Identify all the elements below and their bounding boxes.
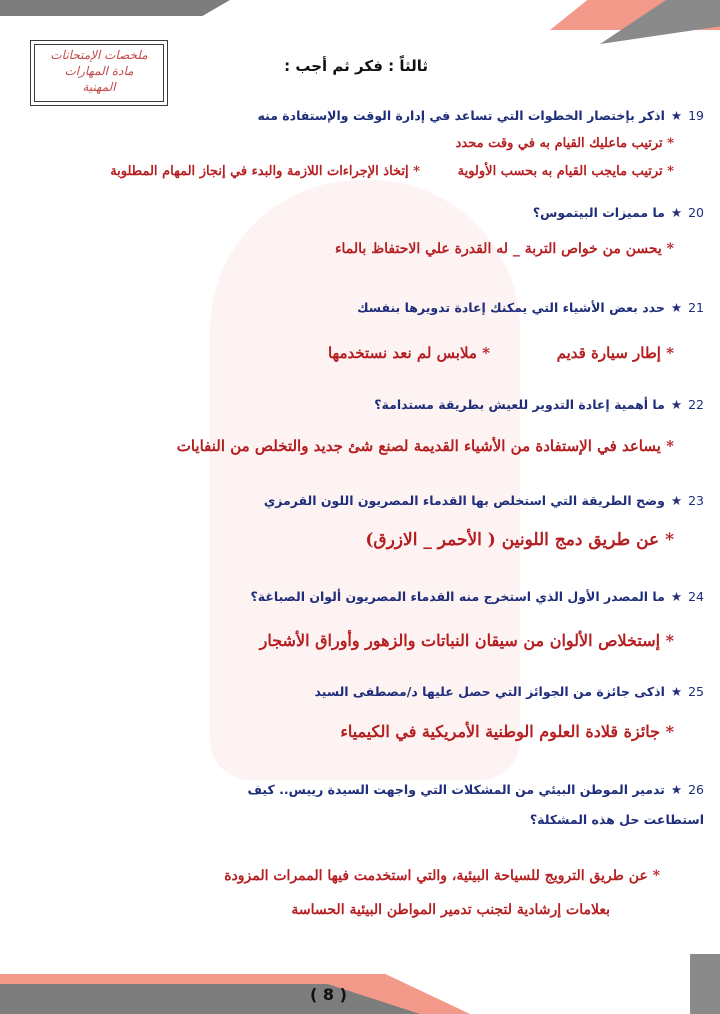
question-22: 22★ما أهمية إعادة التدوير للعيش بطريقة مستدامة؟ (374, 397, 704, 412)
answer-19-3: * إتخاذ الإجراءات اللازمة والبدء في إنجاز المهام المطلوبة (110, 164, 420, 179)
answer-21-2: * ملابس لم نعد نستخدمها (327, 344, 490, 362)
answer-26-2: بعلامات إرشادية لتجنب تدمير المواطن البيئية الحساسة (291, 902, 610, 918)
top-left-stripe (0, 0, 230, 16)
question-number: 24 (688, 589, 704, 604)
bottom-right-stripe (690, 954, 720, 1014)
question-text: حدد بعض الأشياء التي يمكنك إعادة تدويرها بنفسك (357, 300, 665, 315)
stamp-line-1: ملخصات الإمتحانات (50, 48, 148, 62)
question-text: ما مميزات البيتموس؟ (532, 205, 665, 220)
question-number: 25 (688, 684, 704, 699)
question-26-line-2: استطاعت حل هذه المشكلة؟ (529, 812, 704, 827)
question-23: 23★وضح الطريقة التي استخلص بها القدماء المصريون اللون القرمزي (263, 493, 704, 508)
answer-19-1: * ترتيب ماعليك القيام به في وقت محدد (455, 136, 674, 151)
question-number: 20 (688, 205, 704, 220)
question-20: 20★ما مميزات البيتموس؟ (532, 205, 704, 220)
answer-26-1: * عن طريق الترويج للسياحة البيئية، والتي استخدمت فيها الممرات المزودة (224, 868, 660, 884)
question-number: 22 (688, 397, 704, 412)
question-26: 26★تدمير الموطن البيئي من المشكلات التي واجهت السيدة رييس.. كيف (247, 782, 704, 797)
question-text: اذكى جائزة من الجوائز التي حصل عليها د/مصطفى السيد (314, 684, 665, 699)
summary-stamp (24, 34, 174, 112)
question-text: تدمير الموطن البيئي من المشكلات التي واجهت السيدة رييس.. كيف (247, 782, 665, 797)
question-number: 23 (688, 493, 704, 508)
stamp-line-2: مادة المهارات (64, 64, 134, 78)
answer-24: * إستخلاص الألوان من سيقان النباتات والزهور وأوراق الأشجار (259, 631, 674, 650)
answer-22: * يساعد في الإستفادة من الأشياء القديمة لصنع شئ جديد والتخلص من النفايات (176, 437, 674, 455)
answer-21-1: * إطار سيارة قديم (556, 344, 674, 362)
page-number: ( 8 ) (310, 985, 347, 1004)
answer-23: * عن طريق دمج اللونين ( الأحمر _ الازرق) (365, 530, 674, 550)
question-25: 25★اذكى جائزة من الجوائز التي حصل عليها د/مصطفى السيد (314, 684, 704, 699)
section-title: ثالثاً : فكر ثم أجب : (284, 57, 428, 75)
question-24: 24★ما المصدر الأول الذي استخرج منه القدماء المصريون ألوان الصباغة؟ (250, 589, 704, 604)
question-text: وضح الطريقة التي استخلص بها القدماء المصريون اللون القرمزي (263, 493, 665, 508)
question-text: اذكر بإختصار الخطوات التي تساعد في إدارة الوقت والإستفادة منه (257, 108, 665, 123)
question-number: 19 (688, 108, 704, 123)
answer-20: * يحسن من خواص التربة _ له القدرة علي الاحتفاظ بالماء (334, 241, 674, 257)
stamp-line-3: المهنية (82, 80, 116, 94)
question-19: 19★اذكر بإختصار الخطوات التي تساعد في إدارة الوقت والإستفادة منه (257, 108, 704, 123)
question-text: ما أهمية إعادة التدوير للعيش بطريقة مستدامة؟ (374, 397, 665, 412)
question-number: 26 (688, 782, 704, 797)
question-number: 21 (688, 300, 704, 315)
question-21: 21★حدد بعض الأشياء التي يمكنك إعادة تدويرها بنفسك (357, 300, 704, 315)
answer-19-2: * ترتيب مايجب القيام به بحسب الأولوية (457, 164, 674, 179)
answer-25: * جائزة قلادة العلوم الوطنية الأمريكية في الكيمياء (340, 722, 674, 741)
question-text: ما المصدر الأول الذي استخرج منه القدماء المصريون ألوان الصباغة؟ (250, 589, 665, 604)
